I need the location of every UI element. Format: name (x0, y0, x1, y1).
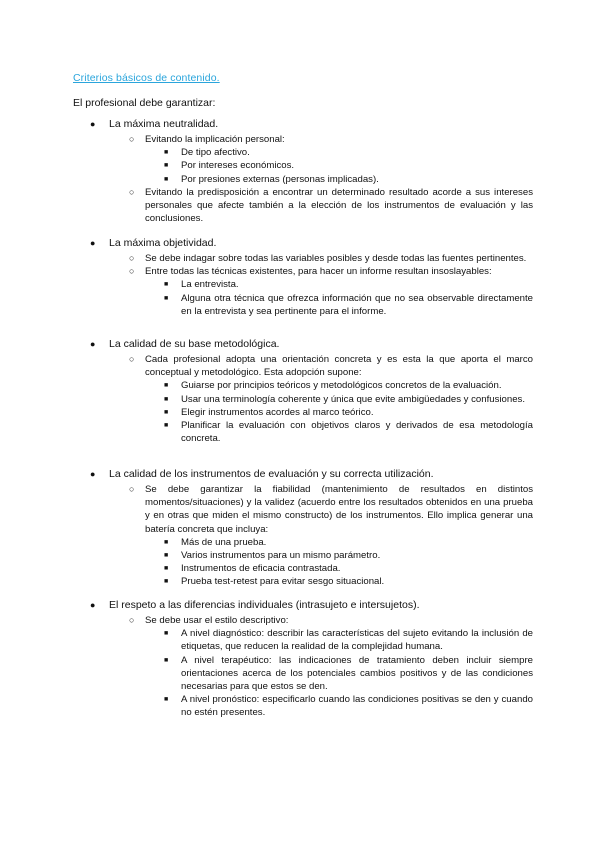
sub-list-item (73, 562, 533, 575)
criteria-section (73, 117, 533, 225)
criteria-section (73, 598, 533, 720)
section-heading-text: La calidad de su base metodológica. (109, 338, 280, 350)
list-item-text: Se debe indagar sobre todas las variables posibles y desde todas las fuentes pertinentes. (145, 253, 527, 264)
bullet-disc-icon: ● (90, 600, 96, 610)
list-item (73, 252, 533, 265)
list-item-text: Se debe usar el estilo descriptivo: (145, 615, 289, 626)
list-item (73, 265, 533, 278)
sub-list-item (73, 146, 533, 159)
sub-list-item (73, 536, 533, 549)
list-item (73, 353, 533, 379)
sub-list-item (73, 654, 533, 694)
section-heading (73, 337, 533, 351)
sub-list-item (73, 406, 533, 419)
section-heading-text: La máxima objetividad. (109, 237, 217, 249)
sub-list-item (73, 379, 533, 392)
bullet-square-icon: ■ (164, 538, 169, 546)
bullet-circle-icon: ○ (129, 134, 135, 144)
bullet-circle-icon: ○ (129, 484, 135, 494)
sub-list-item-text: Por presiones externas (personas implicadas). (181, 173, 379, 185)
sub-list-item-text: Prueba test-retest para evitar sesgo situacional. (181, 576, 385, 588)
sub-list-item (73, 278, 533, 291)
criteria-section (73, 467, 533, 589)
section-heading (73, 467, 533, 481)
bullet-square-icon: ■ (164, 149, 169, 157)
bullet-disc-icon: ● (90, 469, 96, 479)
sub-list-item-text: A nivel terapéutico: las indicaciones de tratamiento deben incluir siempre orientaciones acerca de los potenciales cambios positivos y de las condiciones necesarias para que estos se den. (181, 654, 533, 693)
sub-list-item (73, 173, 533, 186)
list-item (73, 133, 533, 146)
sub-list-item-text: Por intereses económicos. (181, 160, 295, 172)
bullet-circle-icon: ○ (129, 266, 135, 277)
bullet-square-icon: ■ (164, 630, 169, 638)
bullet-square-icon: ■ (164, 552, 169, 560)
bullet-square-icon: ■ (164, 175, 169, 183)
section-heading (73, 236, 533, 250)
list-item-text: Evitando la implicación personal: (145, 134, 285, 145)
bullet-circle-icon: ○ (129, 354, 135, 364)
sub-list-item-text: Varios instrumentos para un mismo parámetro. (181, 550, 381, 562)
section-heading-text: El respeto a las diferencias individuales (intrasujeto e intersujetos). (109, 599, 420, 611)
bullet-disc-icon: ● (90, 238, 96, 248)
sub-list-item (73, 693, 533, 719)
sub-list-item-text: Alguna otra técnica que ofrezca información que no sea observable directamente en la entrevista y sea pertinente para el informe. (181, 292, 533, 317)
sub-list-item (73, 292, 533, 318)
bullet-square-icon: ■ (164, 294, 169, 302)
bullet-square-icon: ■ (164, 422, 169, 430)
sub-list-item-text: Más de una prueba. (181, 536, 267, 548)
bullet-disc-icon: ● (90, 339, 96, 349)
bullet-square-icon: ■ (164, 382, 169, 390)
sub-list-item (73, 159, 533, 172)
bullet-square-icon: ■ (164, 656, 169, 664)
bullet-disc-icon: ● (90, 119, 96, 129)
sub-list-item (73, 419, 533, 445)
list-item (73, 614, 533, 627)
sub-list-item-text: Planificar la evaluación con objetivos claros y derivados de esa metodología concreta. (181, 420, 533, 445)
bullet-square-icon: ■ (164, 578, 169, 586)
intro-text: El profesional debe garantizar: (73, 97, 216, 109)
section-heading (73, 598, 533, 612)
sub-list-item (73, 575, 533, 588)
list-item-text: Cada profesional adopta una orientación concreta y es esta la que aporta el marco conceptual y metodológico. Esta adopción supone: (145, 354, 533, 379)
criteria-section (73, 337, 533, 445)
list-item (73, 483, 533, 536)
sub-list-item-text: Instrumentos de eficacia contrastada. (181, 563, 341, 575)
bullet-square-icon: ■ (164, 281, 169, 289)
sub-list-item-text: A nivel pronóstico: especificarlo cuando las condiciones positivas se den y cuando no estén presentes. (181, 694, 533, 719)
bullet-square-icon: ■ (164, 395, 169, 403)
sub-list-item-text: Elegir instrumentos acordes al marco teórico. (181, 406, 374, 418)
bullet-square-icon: ■ (164, 162, 169, 170)
bullet-circle-icon: ○ (129, 253, 135, 263)
bullet-square-icon: ■ (164, 696, 169, 704)
sub-list-item (73, 549, 533, 562)
section-heading (73, 117, 533, 131)
section-heading-text: La calidad de los instrumentos de evaluación y su correcta utilización. (109, 468, 434, 480)
list-item-text: Entre todas las técnicas existentes, para hacer un informe resultan insoslayables: (145, 266, 492, 278)
sub-list-item-text: De tipo afectivo. (181, 147, 250, 159)
bullet-circle-icon: ○ (129, 615, 135, 625)
criteria-section (73, 236, 533, 318)
list-item (73, 186, 533, 226)
document-title: Criterios básicos de contenido. (73, 72, 220, 84)
sub-list-item (73, 393, 533, 406)
section-heading-text: La máxima neutralidad. (109, 118, 219, 130)
bullet-square-icon: ■ (164, 565, 169, 573)
sub-list-item (73, 627, 533, 653)
list-item-text: Evitando la predisposición a encontrar un determinado resultado acorde a sus intereses personales que afecte también a la elección de los instrumentos de evaluación y las conclusiones. (145, 186, 533, 225)
bullet-square-icon: ■ (164, 408, 169, 416)
list-item-text: Se debe garantizar la fiabilidad (mantenimiento de resultados en distintos momentos/situaciones) y la validez (acuerdo entre los resultados obtenidos en una prueba y en otras que miden el mismo constructo) de los instrumentos. Ello implica generar una batería concreta que incluya: (145, 484, 533, 535)
sub-list-item-text: A nivel diagnóstico: describir las características del sujeto evitando la inclusión de etiquetas, que reducen la realidad de la complejidad humana. (181, 628, 533, 653)
sub-list-item-text: Usar una terminología coherente y única que evite ambigüedades y confusiones. (181, 393, 525, 405)
bullet-circle-icon: ○ (129, 186, 135, 197)
sub-list-item-text: La entrevista. (181, 279, 239, 291)
sub-list-item-text: Guiarse por principios teóricos y metodológicos concretos de la evaluación. (181, 380, 502, 392)
